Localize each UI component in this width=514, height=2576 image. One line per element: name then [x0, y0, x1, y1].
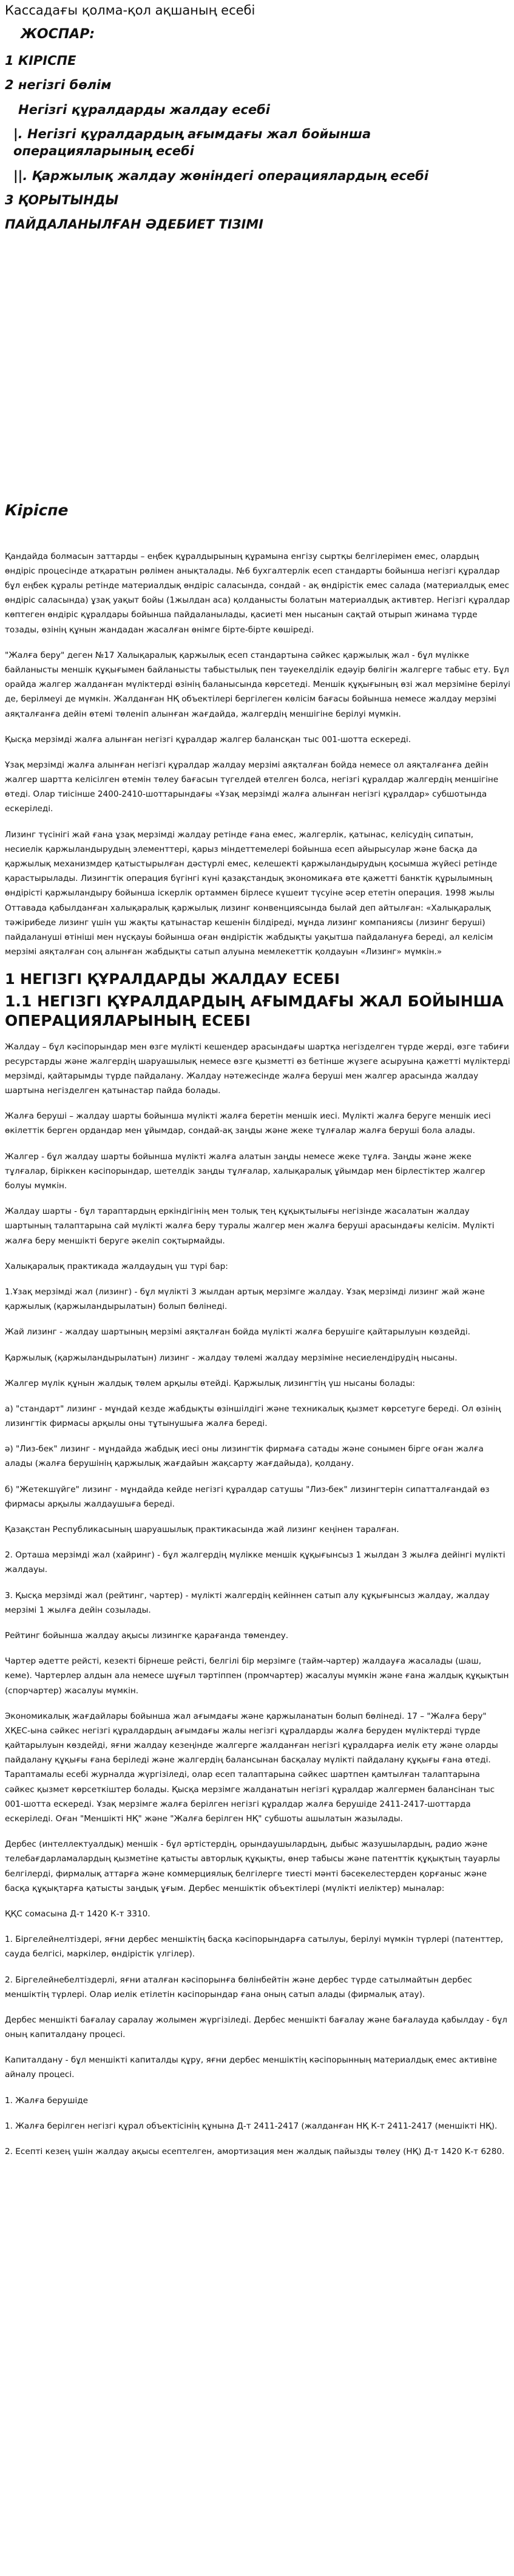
section-paragraph: 2. Біргелейнебелтіздерлі, яғни аталған кәсіпорынға бөлінбейтін және дербес түрде сатылмайтын дербес меншіктің түрлері. Олар иелік етілетін кәсіпорындар ғана оның сатып алады (фирмалық атау).	[5, 1975, 472, 1999]
section-paragraph: Чартер әдетте рейсті, кезекті бірнеше рейсті, белгілі бір мерзімге (тайм-чартер) жалдауға жасалады (шаш, кеме). Чартерлер алдын ала немесе шұғыл тәртіппен (промчартер) жасалуы мүмкін және ғана жалдық құқықтын (спорчартер) жасалуы мүмкін.	[5, 1656, 509, 1696]
section-paragraph: Жалдау – бұл кәсіпорындар мен өзге мүлікті кешендер арасындағы шартқа негізделген түрде жердi, өзге табиғи ресурстарды және жалгердің шаруашылық немесе өзге қызметті өз бетінше жүзеге асыруына қажетті мүліктерді мерзімді, қайтарымды түрде пайдалану. Жалдау нәтежесінде жалға берушi мен жалгер арасында жалдау шартына негізделген қатынастар пайда болады.	[5, 1042, 510, 1096]
section-paragraph: Капиталдану - бұл меншікті капиталды құру, яғни дербес меншіктің кәсіпорынның материалдық емес активіне айналу процесі.	[5, 2055, 497, 2080]
section-paragraph: 1. Жалға берілген негізгі құрал объектісінің құнына Д-т 2411-2417 (жалданған НҚ К-т 2411-2417 (меншікті НҚ).	[5, 2121, 498, 2131]
section-paragraph: 1. Жалға берушіде	[5, 2095, 89, 2106]
toc-item-leasing-accounting: Негізгі құралдарды жалдау есебі	[18, 102, 270, 117]
section-paragraph: 2. Есепті кезең үшін жалдау ақысы есептелген, амортизация мен жалдық пайызды төлеу (НҚ) Д-т 1420 К-т 6280.	[5, 2147, 505, 2157]
section-paragraph: ҚҚС сомасына Д-т 1420 К-т 3310.	[5, 1909, 150, 1919]
section-paragraph: Дербес меншікті бағалау саралау жолымен жүргізіледі. Дербес меншікті бағалау және бағалауда қабылдау - бұл оның капиталдану процесі.	[5, 2015, 507, 2040]
section-heading-1-1: 1.1 НЕГІЗГІ ҚҰРАЛДАРДЫҢ АҒЫМДАҒЫ ЖАЛ БОЙЫНША ОПЕРАЦИЯЛАРЫНЫҢ ЕСЕБІ	[5, 992, 504, 1030]
section-paragraph: 1. Біргелейнелтіздері, яғни дербес меншіктің басқа кәсіпорындарға сатылуы, берілуі мүмкін түрлері (патенттер, сауда белгісі, маркілер, өндірістік үлгілер).	[5, 1935, 504, 1959]
section-paragraph: Жалгер мүлік құнын жалдық төлем арқылы өтейді. Қаржылық лизингтің үш нысаны болады:	[5, 1378, 415, 1388]
section-paragraph: Экономикалық жағдайлары бойынша жал ағымдағы және қаржыланатын болып бөлінеді. 17 – "Жалға беру" ХҚЕС-ына сәйкес негізгі құралдардың ағымдағы жалы негізгі құралдарды жалға беруден мүліктерді түрде қайтарылуын көздейді, яғни жалдау кезеңінде жалгерге жалданған негізгі құралдарға иелік ету және оларды пайдалану құқығы ғана беріледі және жалгердің балансынан басқалау мүлікті пайдалану құқығы ғана өтеді. Тараптамалы есебі журналда жүргізіледі, олар есеп талаптарына сәйкес шартпен қамтылған талаптарына сәйкес қызмет көрсеткіштер болады. Қысқа мерзімге жалданатын негізгі құралдар жалгермен балансінан тыс 001-шотта ескереді. Ұзақ мерзімге жалға берілген негізгі құралдар жалға берушіде 2411-2417-шоттарда ескеріледі. Оған "Меншікті НҚ" және "Жалға берілген НҚ" субшоты ашылатын жазылады.	[5, 1711, 498, 1824]
section-paragraph: Қазақстан Республикасының шаруашылық практикасында жай лизинг кеңінен таралған.	[5, 1525, 399, 1535]
section-paragraph: 2. Орташа мерзімді жал (хайринг) - бұл жалгердің мүлікке меншік құқығынсыз 1 жылдан 3 жылға дейінгі мүлікті жалдауы.	[5, 1550, 506, 1575]
document-page	[0, 2, 514, 2159]
intro-paragraph: Қандайда болмасын заттарды – еңбек құралдырының құрамына енгізу сыртқы белгілерімен емес, олардың өндіріс процесінде атқаратын рөлімен анықталады. №6 бухгалтерлік есеп стандарты бойынша негізгі құралдар бұл еңбек құралы ретінде материалдық өндіріс саласында, сондай - ақ өндірістік емес салада (материалдық емес өндіріс саласында) ұзақ уақыт бойы (1жылдан аса) қолданысты болатын материалдық активтер. Негізгі құралдар көптеген өндіріс құралдары бойынша пайдаланылады, қасиеті мен нысанын сақтай отырып жинама түрде тозады, өзінің құнын жандадан жасалған өнімге бірте-бірте көшіреді.	[5, 551, 510, 635]
toc-item-introduction: 1 КІРІСПЕ	[5, 53, 76, 68]
section-paragraph: Жалдау шарты - бұл тараптардың еркіндігінің мен толық тең құқықтылығы негізінде жасалатын жалдау шартының талаптарына сай мүлікті жалға беру туралы жалгер мен жалға беруші арасындағы келісім. Мүлікті жалға беру меншікті беруге әкеліп соқтырмайды.	[5, 1206, 495, 1246]
section-paragraph: 3. Қысқа мерзімді жал (рейтинг, чартер) - мүлікті жалгердің кейіннен сатып алу құқығынсыз жалдау, жалдау мерзімі 1 жылға дейін созылады.	[5, 1590, 490, 1615]
section-paragraph: Қаржылық (қаржыландырылатын) лизинг - жалдау төлемі жалдау мерзіміне несиелендірудің нысаны.	[5, 1353, 458, 1363]
toc-item-bibliography: ПАЙДАЛАНЫЛҒАН ӘДЕБИЕТ ТІЗІМІ	[5, 217, 263, 232]
toc-item-conclusion: 3 ҚОРЫТЫНДЫ	[5, 192, 119, 207]
section-body	[5, 1040, 510, 2159]
section-paragraph: 1.Ұзақ мерзімді жал (лизинг) - бұл мүлікті 3 жылдан артық мерзімге жалдау. Ұзақ мерзімді лизинг жай және қаржылық (қаржыландырылатын) болып бөлінеді.	[5, 1286, 485, 1312]
section-paragraph: Халықаралық практикада жалдаудың үш түрі бар:	[5, 1261, 228, 1271]
section-heading-1: 1 НЕГІЗГІ ҚҰРАЛДАРДЫ ЖАЛДАУ ЕСЕБІ	[5, 971, 340, 988]
section-paragraph: Рейтинг бойынша жалдау ақысы лизингке қарағанда төмендеу.	[5, 1630, 289, 1641]
intro-body	[5, 549, 510, 960]
section-paragraph: ә) "Лиз-бек" лизинг - мұндайда жабдық иесі оны лизингтік фирмаға сатады және сонымен бірге оған жалға алады (жалға берушінің қаржылық жағдайын жақсарту жағдайыда), қолдану.	[5, 1444, 484, 1469]
document-title: Кассадағы қолма-қол ақшаның есебі	[5, 3, 255, 18]
intro-paragraph: Ұзақ мерзімді жалға алынған негізгі құралдар жалдау мерзімі аяқталған бойда немесе ол аяқталғанға дейін жалгер шартта келісілген өтемін төлеу бағасын түгелдей өтелген болса, негізгі құралдар жалгердің меншігіне өтеді. Олар тиісінше 2400-2410-шоттарындағы «Ұзақ мерзімді жалға алынған негізгі құралдар» субшотында ескеріледі.	[5, 760, 499, 814]
toc-heading: ЖОСПАР:	[21, 27, 95, 42]
section-paragraph: Жалгер - бұл жалдау шарты бойынша мүлікті жалға алатын заңды немесе жеке тұлға. Заңды және жеке тұлғалар, біріккен кәсіпорындар, шетелдік заңды тұлғалар, халықаралық ұйымдар мен бірлестіктер жалгер болуы мүмкін.	[5, 1151, 485, 1191]
intro-heading: Кіріспе	[5, 501, 69, 519]
intro-paragraph: "Жалға беру" деген №17 Халықаралық қаржылық есеп стандартына сәйкес қаржылық жал - бұл мүлікке байланысты меншік құқығымен байланысты табыстылық пен тәуекелділік едәуір бөлігін жалгерге табыс ету. Бұл орайда жалгер жалданған мүліктерді өзінің баланысында көрсетеді. Меншік құқығының өзі жал мерзіміне берілуі де, берілмеуі де мүмкін. Жалданған НҚ объектілері бергілеген көлісім бағасы бойынша немесе жалдау мерзімі аяқталғанға дейін өтемі төленіп алынған жағдайда, жалгердің меншігіне берілуі мүмкін.	[5, 650, 510, 719]
intro-paragraph: Қысқа мерзімді жалға алынған негізгі құралдар жалгер балансқан тыс 001-шотта ескереді.	[5, 734, 411, 744]
section-paragraph: б) "Жетекшүйге" лизинг - мұндайда кейде негізгі құралдар сатушы "Лиз-бек" лизингтерін сипатталғандай өз фирмасы арқылы жалдаушыға береді.	[5, 1484, 490, 1509]
section-paragraph: Жай лизинг - жалдау шартының мерзімі аяқталған бойда мүлікті жалға берушіге қайтарылуын көздейді.	[5, 1327, 470, 1337]
toc-item-current-lease: |. Негізгі құралдардың ағымдағы жал бойынша операцияларының есебі	[13, 126, 371, 159]
section-paragraph: Дербес (интеллектуалдық) меншік - бұл әртістердің, орындаушылардың, дыбыс жазушылардың, радио және телебағдарламалардың қызметіне қатысты авторлық құқықты, өнер табысы және патенттік құқықтың тауарлы белгілерді, фирмалық аттарға және коммерциялық белгілерге тиесті мәнті бәсекелестерден қорғаныс және басқа құқықтарға қатысты заңдық ұғым. Дербес меншіктік объектілері (мүлікті иеліктер) мыналар:	[5, 1839, 500, 1893]
intro-paragraph: Лизинг түсінігі жай ғана ұзақ мерзімді жалдау ретінде ғана емес, жалгерлік, қатынас, келісудің сипатын, несиелік қаржыландырудың элементтері, қарыз міндеттемелері бойынша есеп айырысулар және басқа да қаржылық механизмдер қатыстырылған дәстүрлі емес, келешекті қаржыландырудың қосымша жүйесі ретінде қарастырылады. Лизингтік операция бүгінгі күні қазақстандық экономикаға өте қажетті банктік құрылымның өндірісті қаржыландыру бойынша іскерлік ортаммен бірлесе күшеит түсуіне әсер ететін операция. 1998 жылы Оттавада қабылданған халықаралық қаржылық лизинг конвенциясында былай деп айтылған: «Халықаралық тәжірибеде лизинг үшін үш жақты қатынастар кешенін білдіреді, мұнда лизинг компаниясы (лизинг беруші) пайдалануші өтініші мен нұсқауы бойынша оған өндірістік жабдықты уақытша пайдалануға береді, ал келісім мерзімі аяқталған соң алынған жабдықты сатып алуына мемлекеттік қолдауын «Лизинг» мүмкін.»	[5, 829, 498, 957]
page-break-spacer	[5, 241, 510, 501]
section-paragraph: а) "стандарт" лизинг - мұндай кезде жабдықты өзіншілдігі және техникалық қызмет көрсетуге береді. Ол өзінің лизингтік фирмасы арқылы оны тұтынушыға жалға береді.	[5, 1403, 501, 1429]
toc-item-financial-lease: ||. Қаржылық жалдау жөніндегі операциялардың есебі	[13, 168, 429, 183]
section-paragraph: Жалға беруші – жалдау шарты бойынша мүлікті жалға беретін меншік иесі. Мүлікті жалға беруге меншік иесі өкілеттік берген ордандар мен ұйымдар, сондай-ақ заңды және жеке тұлғалар жалға беруші бола алады.	[5, 1111, 491, 1136]
toc-item-main-part: 2 негізгі бөлім	[5, 78, 112, 93]
